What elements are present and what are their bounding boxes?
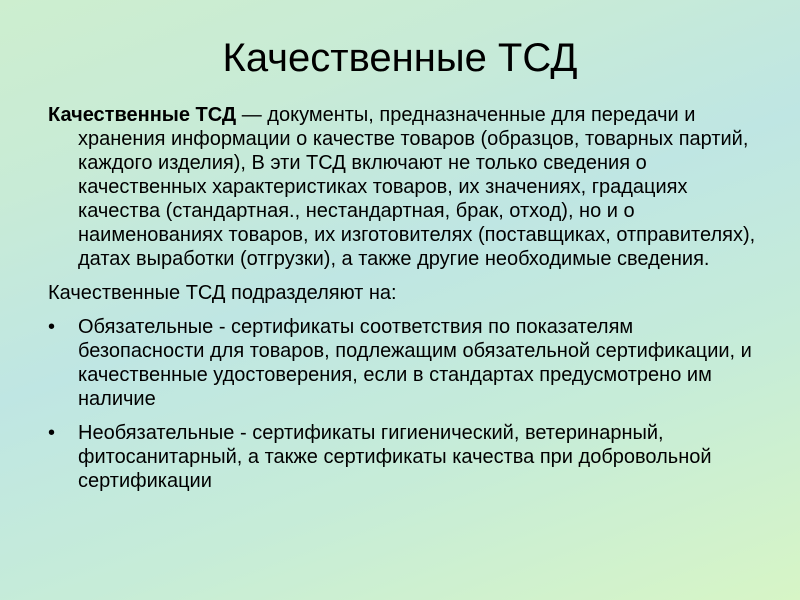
bullet-text: Обязательные - сертификаты соответствия по показателям безопасности для товаров, подлежащим обязательной сертификации, и качественные удостоверения, если в стандартах предусмотрено им наличие: [78, 316, 752, 410]
slide-title: Качественные ТСД: [222, 36, 578, 80]
definition-text: — документы, предназначенные для передачи и хранения информации о качестве товаров (образцов, товарных партий, каждого изделия), В эти ТСД включают не только сведения о качественных характеристиках товаров, их значениях, градациях качества (стандартная., нестандартная, брак, отход), но и о наименованиях товаров, их изготовителях (поставщиках, отправителях), датах выработки (отгрузки), а также другие необходимые сведения.: [78, 104, 756, 270]
bullet-item-mandatory: [48, 315, 764, 411]
definition-term: Качественные ТСД: [48, 104, 237, 126]
bullet-icon: •: [48, 316, 56, 338]
subdivision-text: Качественные ТСД подразделяют на:: [48, 282, 397, 304]
definition-paragraph: [48, 103, 764, 271]
bullet-icon: •: [48, 422, 56, 444]
slide-content: [48, 103, 764, 493]
bullet-text: Необязательные - сертификаты гигиенический, ветеринарный, фитосанитарный, а также сертификаты качества при добровольной сертификации: [78, 422, 712, 492]
bullet-item-optional: [48, 421, 764, 493]
